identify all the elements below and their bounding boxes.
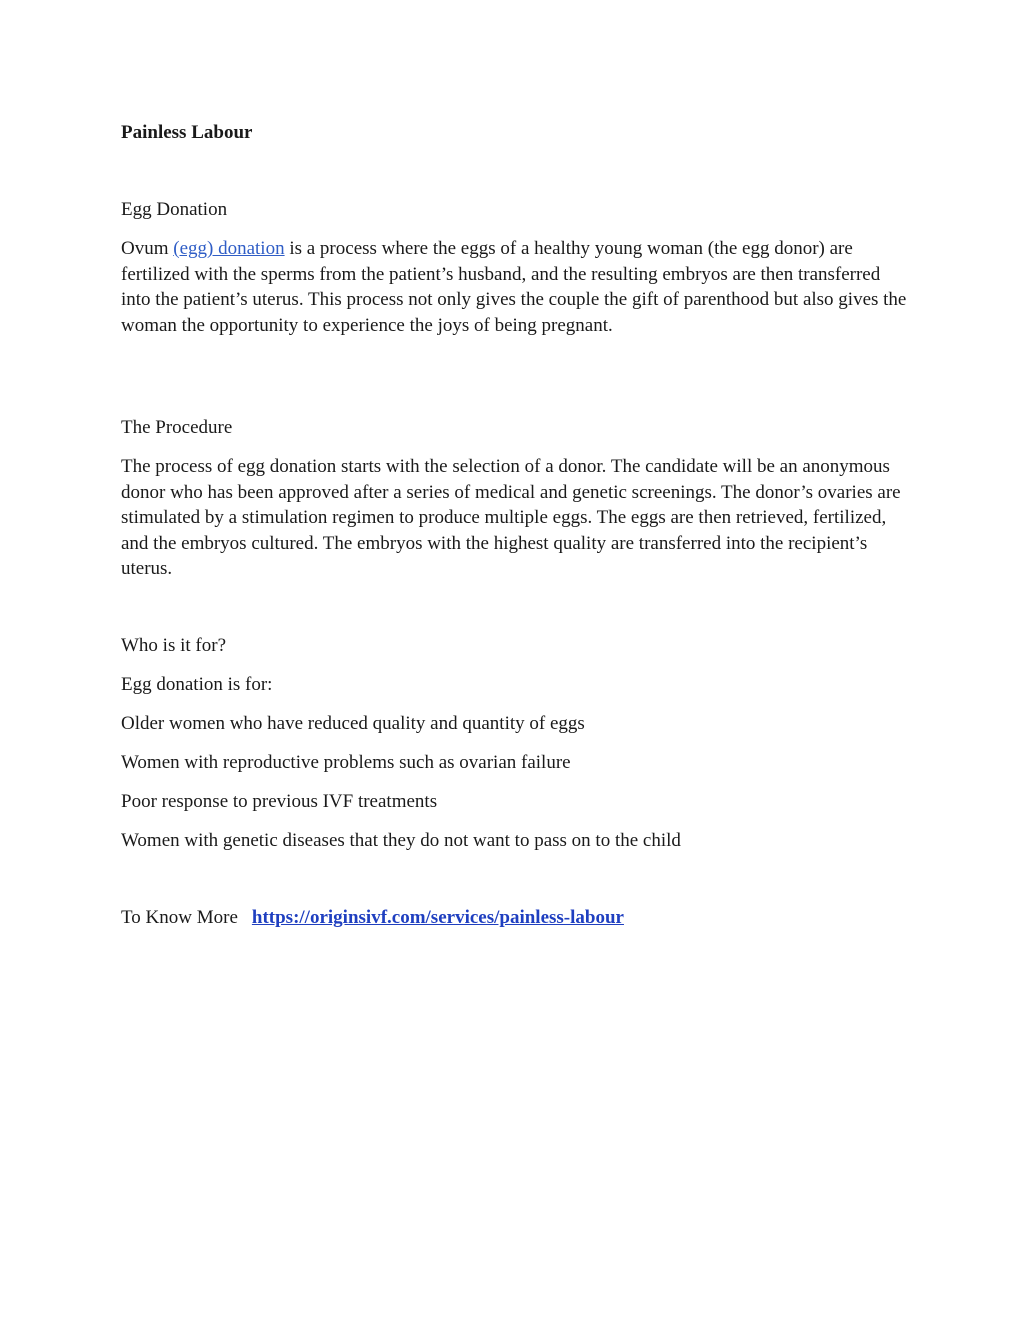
know-more-line <box>121 905 624 931</box>
egg-donation-para-prefix: Ovum <box>121 238 174 259</box>
who-intro: Egg donation is for: <box>121 674 273 695</box>
list-item: Women with genetic diseases that they do not want to pass on to the child <box>121 830 681 851</box>
egg-donation-paragraph <box>121 236 911 338</box>
know-more-url-link[interactable]: https://originsivf.com/services/painless-labour <box>251 907 624 928</box>
list-item: Older women who have reduced quality and quantity of eggs <box>121 713 585 734</box>
procedure-heading: The Procedure <box>121 417 233 438</box>
egg-donation-para-suffix: is a process where the eggs of a healthy young woman (the egg donor) are fertilized with the sperms from the patient’s husband, and the resulting embryos are then transferred into the patient’s uterus. This process not only gives the couple the gift of parenthood but also gives the woman the opportunity to experience the joys of being pregnant. <box>121 238 907 336</box>
know-more-label: To Know More <box>121 907 238 928</box>
who-heading: Who is it for? <box>121 635 227 656</box>
procedure-paragraph: The process of egg donation starts with the selection of a donor. The candidate will be an anonymous donor who has been approved after a series of medical and genetic screenings. The donor’s ovaries are stimulated by a stimulation regimen to produce multiple eggs. The eggs are then retrieved, fertilized, and the embryos cultured. The embryos with the highest quality are transferred into the recipient’s uterus. <box>121 456 901 580</box>
document-title: Painless Labour <box>121 122 253 143</box>
egg-donation-heading: Egg Donation <box>121 199 228 220</box>
list-item: Women with reproductive problems such as ovarian failure <box>121 752 571 773</box>
list-item: Poor response to previous IVF treatments <box>121 791 438 812</box>
egg-donation-link[interactable]: (egg) donation <box>173 238 285 259</box>
